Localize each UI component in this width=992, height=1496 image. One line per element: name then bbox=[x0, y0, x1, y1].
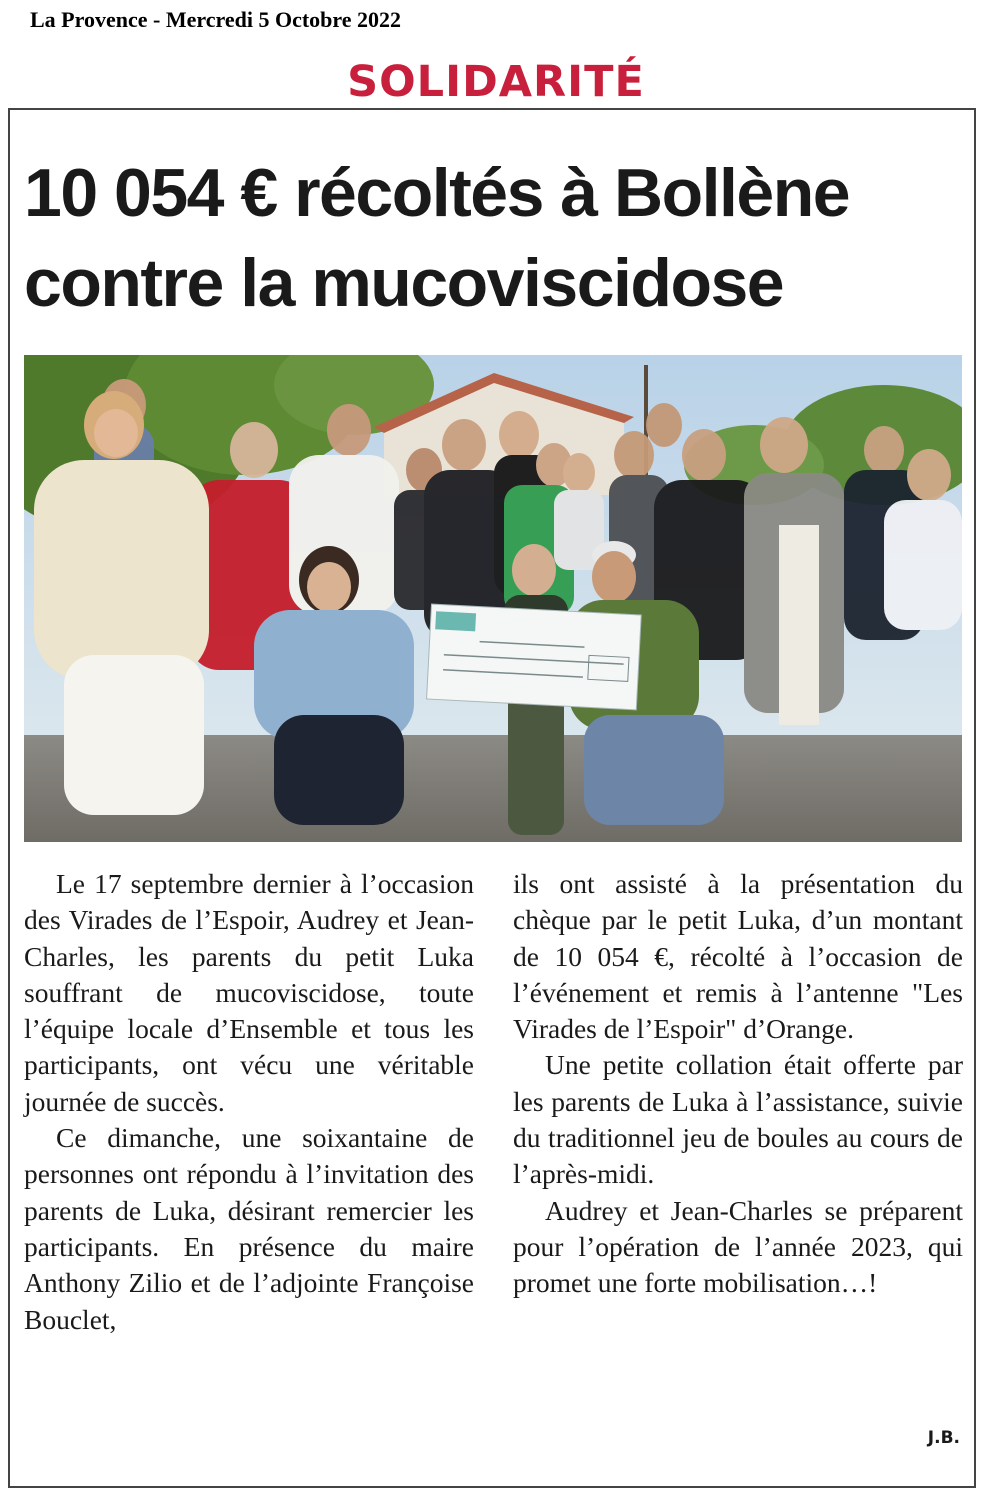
source-line: La Provence - Mercredi 5 Octobre 2022 bbox=[30, 7, 402, 32]
article-column-left bbox=[24, 866, 474, 1338]
byline: J.B. bbox=[927, 1428, 960, 1448]
article-column-right bbox=[513, 866, 963, 1302]
paragraph: Une petite collation était offerte par les parents de Luka à l’assistance, suivie du traditionnel jeu de boules au cours de l’après-midi. bbox=[513, 1049, 963, 1190]
headline-line-1: 10 054 € récoltés à Bollène bbox=[24, 155, 850, 231]
headline-line-2: contre la mucoviscidose bbox=[24, 245, 784, 321]
paragraph: Le 17 septembre dernier à l’occasion des Virades de l’Espoir, Audrey et Jean-Charles, les parents du petit Luka souffrant de mucoviscidose, toute l’équipe locale d’Ensemble et tous les participants, ont vécu une véritable journée de succès. bbox=[24, 868, 474, 1117]
paragraph: Audrey et Jean-Charles se préparent pour l’opération de l’année 2023, qui promet une forte mobilisation…! bbox=[513, 1194, 963, 1299]
paragraph: Ce dimanche, une soixantaine de personnes ont répondu à l’invitation des parents de Luka, désirant remercier les participants. En présence du maire Anthony Zilio et de l’adjointe Françoise Bouclet, bbox=[24, 1122, 474, 1335]
paragraph: ils ont assisté à la présentation du chèque par le petit Luka, d’un montant de 10 054 €, récolté à l’occasion de l’événement et remis à l’antenne "Les Virades de l’Espoir" d’Orange. bbox=[513, 868, 963, 1045]
section-rubric: SOLIDARITÉ bbox=[347, 57, 645, 107]
headline bbox=[24, 148, 974, 328]
group-photo bbox=[24, 355, 962, 842]
group-photo-illustration bbox=[24, 355, 962, 842]
